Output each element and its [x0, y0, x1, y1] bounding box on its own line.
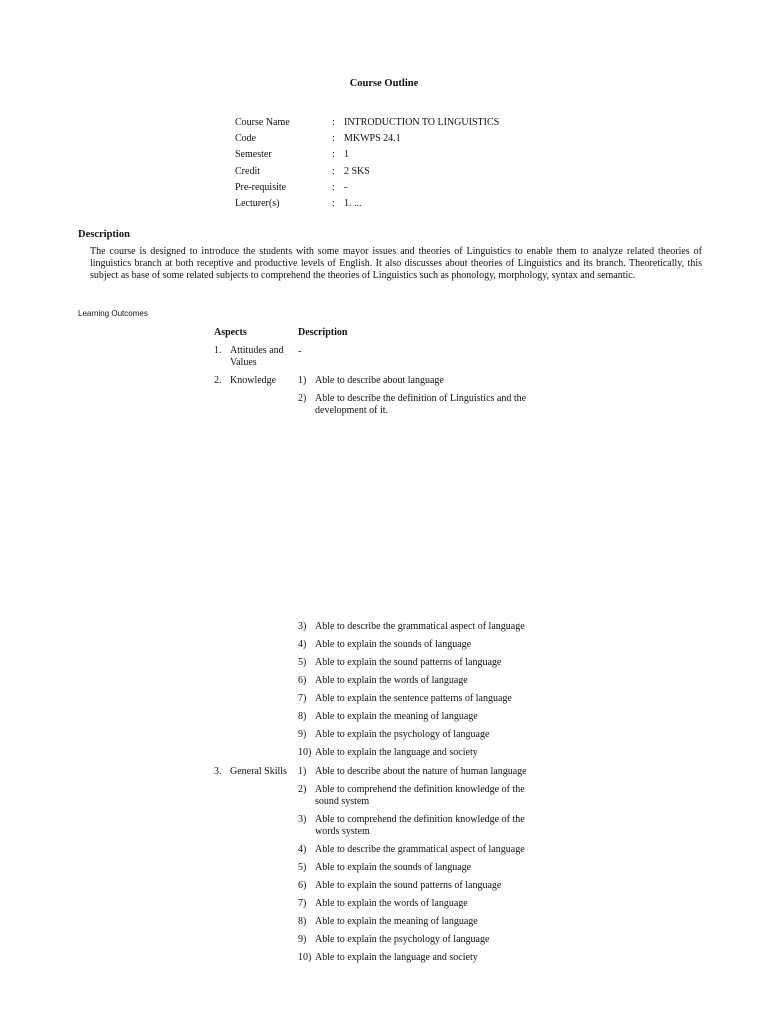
aspect-number: 3.: [214, 766, 222, 777]
item-number: 7): [298, 693, 307, 704]
knowledge-items-bottom: [298, 621, 548, 765]
course-info-value: MKWPS 24.1: [344, 133, 401, 145]
course-info-colon: :: [332, 149, 335, 161]
course-info-row: [235, 147, 499, 163]
item-number: 9): [298, 729, 307, 740]
list-item: [298, 375, 548, 387]
item-text: Able to explain the language and society: [315, 747, 478, 758]
list-item: [298, 862, 548, 874]
item-text: Able to describe about the nature of human language: [315, 766, 527, 777]
course-info-colon: :: [332, 133, 335, 145]
course-info-label: Semester: [235, 149, 272, 161]
description-paragraph: The course is designed to introduce the students with some mayor issues and theories of Linguistics to enable them to analyze related theories of linguistics branch at both receptive and productive levels of English. It also discusses about theories of Linguistics and its branch. Theoretically, this subject as base of some related subjects to comprehend the theories of Linguistics such as phonology, morphology, syntax and semantic.: [90, 246, 702, 281]
course-info-row: [235, 196, 499, 212]
item-text: Able to explain the sound patterns of language: [315, 657, 502, 668]
course-info-label: Course Name: [235, 117, 290, 129]
list-item: [298, 729, 548, 741]
aspect-number: 2.: [214, 375, 222, 386]
item-text: Able to comprehend the definition knowledge of the sound system: [315, 784, 525, 807]
aspect-general-skills: [214, 766, 294, 778]
list-item: [298, 693, 548, 705]
course-info-row: [235, 164, 499, 180]
item-text: Able to explain the sentence patterns of language: [315, 693, 512, 704]
list-item: [298, 880, 548, 892]
item-text: Able to explain the psychology of language: [315, 934, 490, 945]
course-info-colon: :: [332, 198, 335, 210]
knowledge-items-top: [298, 375, 548, 423]
aspect-label: Knowledge: [230, 375, 277, 386]
item-text: Able to explain the psychology of language: [315, 729, 490, 740]
list-item: [298, 621, 548, 633]
page-title: Course Outline: [349, 78, 419, 89]
item-text: Able to explain the meaning of language: [315, 711, 478, 722]
item-number: 1): [298, 375, 307, 386]
item-number: 2): [298, 393, 307, 404]
aspect-number: 1.: [214, 345, 222, 356]
item-number: 5): [298, 862, 307, 873]
item-text: Able to explain the sounds of language: [315, 639, 472, 650]
item-text: Able to describe the grammatical aspect of language: [315, 844, 525, 855]
course-info-value: 1: [344, 149, 349, 161]
description-heading: Description: [78, 229, 130, 240]
item-text: Able to explain the language and society: [315, 952, 478, 963]
course-info-label: Credit: [235, 165, 260, 177]
aspect-label: Attitudes and Values: [230, 345, 284, 368]
item-text: Able to explain the words of language: [315, 675, 468, 686]
course-info-value: -: [344, 181, 348, 193]
item-number: 6): [298, 880, 307, 891]
general-skills-items: [298, 766, 548, 970]
item-number: 8): [298, 711, 307, 722]
course-info-label: Pre-requisite: [235, 181, 287, 193]
list-item: [298, 898, 548, 910]
list-item: [298, 934, 548, 946]
course-info-table: [235, 115, 499, 212]
item-text: Able to describe the definition of Linguistics and the development of it.: [315, 393, 527, 416]
item-text: Able to describe the grammatical aspect of language: [315, 621, 525, 632]
list-item: [298, 675, 548, 687]
course-info-row: [235, 131, 499, 147]
course-info-colon: :: [332, 181, 335, 193]
item-number: 8): [298, 916, 307, 927]
item-number: 9): [298, 934, 307, 945]
item-number: 4): [298, 844, 307, 855]
item-number: 3): [298, 814, 307, 825]
aspects-column-header: Aspects: [214, 327, 247, 338]
list-item: [298, 711, 548, 723]
item-number: 10): [298, 747, 312, 758]
item-number: 4): [298, 639, 307, 650]
course-info-label: Lecturer(s): [235, 198, 280, 210]
list-item: [298, 916, 548, 928]
course-info-value: INTRODUCTION TO LINGUISTICS: [344, 117, 500, 129]
item-number: 10): [298, 952, 312, 963]
aspect-label: General Skills: [230, 766, 287, 777]
item-text: Able to explain the sound patterns of language: [315, 880, 502, 891]
course-info-value: 2 SKS: [344, 165, 370, 177]
item-number: 1): [298, 766, 307, 777]
item-text: Able to explain the words of language: [315, 898, 468, 909]
attitudes-description: -: [298, 346, 302, 357]
course-info-row: [235, 180, 499, 196]
list-item: [298, 844, 548, 856]
list-item: [298, 814, 548, 838]
list-item: [298, 784, 548, 808]
item-number: 7): [298, 898, 307, 909]
list-item: [298, 657, 548, 669]
item-text: Able to comprehend the definition knowledge of the words system: [315, 814, 525, 837]
item-text: Able to describe about language: [315, 375, 444, 386]
course-info-colon: :: [332, 165, 335, 177]
item-number: 5): [298, 657, 307, 668]
item-text: Able to explain the sounds of language: [315, 862, 472, 873]
item-text: Able to explain the meaning of language: [315, 916, 478, 927]
course-info-colon: :: [332, 117, 335, 129]
list-item: [298, 952, 548, 964]
item-number: 3): [298, 621, 307, 632]
course-info-label: Code: [235, 133, 257, 145]
item-number: 2): [298, 784, 307, 795]
list-item: [298, 639, 548, 651]
list-item: [298, 766, 548, 778]
item-number: 6): [298, 675, 307, 686]
aspect-knowledge: [214, 375, 294, 387]
course-info-row: [235, 115, 499, 131]
description-column-header: Description: [298, 327, 348, 338]
aspect-attitudes-values: [214, 345, 294, 369]
learning-outcomes-heading: Learning Outcomes: [78, 309, 148, 318]
list-item: [298, 747, 548, 759]
course-info-value: 1. ...: [344, 198, 362, 210]
list-item: [298, 393, 548, 417]
